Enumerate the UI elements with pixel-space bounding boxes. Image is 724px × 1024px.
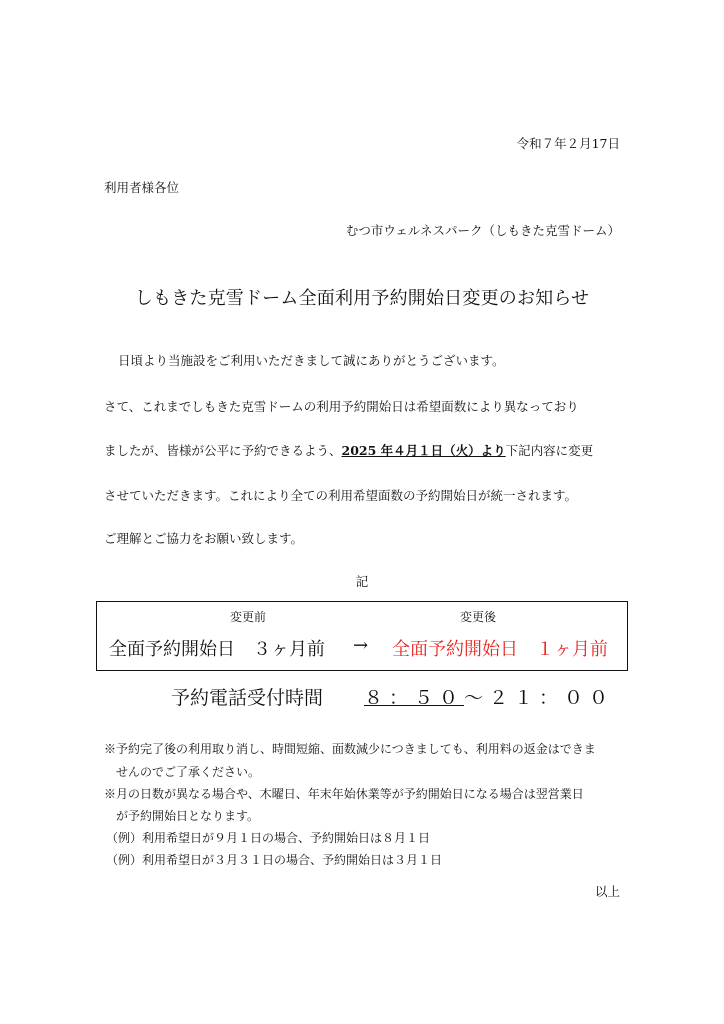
before-rule: 全面予約開始日 ３ヶ月前 [109,639,325,660]
body-line-2: さて、これまでしもきた克雪ドームの利用予約開始日は希望面数により異なっており [104,399,579,414]
after-label: 変更後 [460,610,497,624]
sender: むつ市ウェルネスパーク（しもきた克雪ドーム） [345,223,620,238]
notice-title: しもきた克雪ドーム全面利用予約開始日変更のお知らせ [134,288,590,309]
body-line-3-start: ましたが、皆様が公平に予約できるよう、 [104,443,342,458]
addressee: 利用者様各位 [104,180,180,195]
arrow-icon: → [353,635,369,656]
before-label: 変更前 [230,610,267,624]
body-line-5: ご理解とご協力をお願い致します。 [104,531,304,546]
document-date: 令和７年２月17日 [516,136,620,151]
phone-hours-time [364,683,614,710]
body-line-1: 日頃より当施設をご利用いただきまして誠にありがとうございます。 [118,353,505,368]
body-line-3 [104,441,593,459]
note-refund-line-2: せんのでご了承ください。 [116,765,261,779]
closing-mark: 以上 [594,884,620,899]
effective-date-emphasis: 2025 年４月１日（火）より [341,443,506,458]
body-line-4: させていただきます。これにより全ての利用希望面数の予約開始日が統一されます。 [104,488,578,503]
ki-heading: 記 [355,574,369,589]
phone-hours-label: 予約電話受付時間 [171,687,324,709]
change-summary-box [96,601,628,671]
after-rule: 全面予約開始日 １ヶ月前 [392,639,608,660]
example-1: （例）利用希望日が９月１日の場合、予約開始日は８月１日 [106,831,431,845]
phone-hours-start: ８：５０ [364,687,465,709]
note-holiday-line-2: が予約開始日となります。 [116,809,260,823]
body-line-3-end: 下記内容に変更 [505,443,594,458]
example-2: （例）利用希望日が３月３１日の場合、予約開始日は３月１日 [106,853,443,867]
note-refund-line-1: ※予約完了後の利用取り消し、時間短縮、面数減少につきましても、利用料の返金はできま [104,742,596,756]
note-holiday-line-1: ※月の日数が異なる場合や、木曜日、年末年始休業等が予約開始日になる場合は翌営業日 [104,787,584,801]
phone-hours-end: ～２１：００ [464,687,615,709]
